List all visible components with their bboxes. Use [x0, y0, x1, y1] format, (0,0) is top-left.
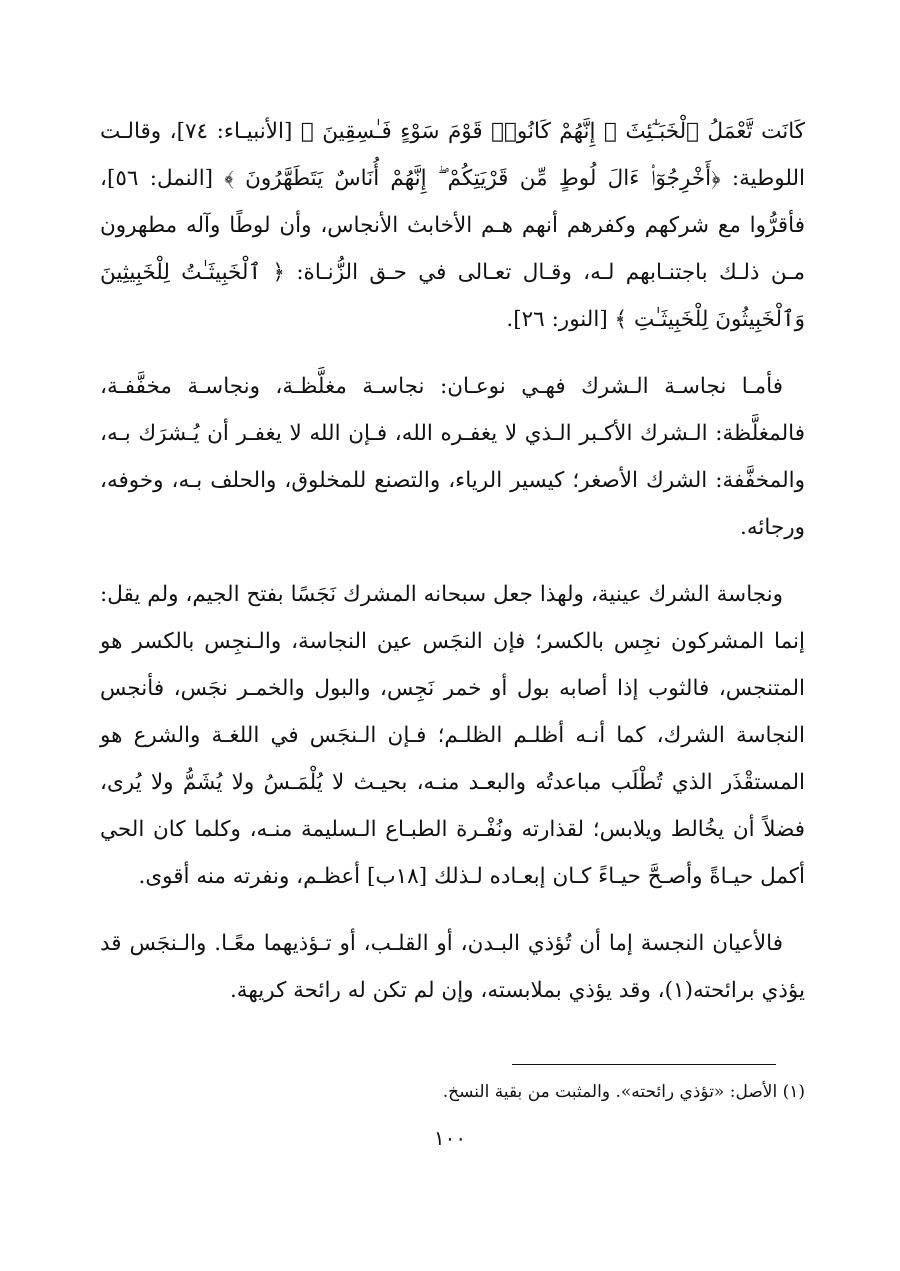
paragraph-3: ونجاسة الشرك عينية، ولهذا جعل سبحانه المشرك نَجَسًا بفتح الجيم، ولم يقل: إنما المشركون نجِس بالكسر؛ فإن النجَس عين النجاسة، والـنجِس بالكسر هو المتنجس، فالثوب إذا أصابه بول أو خمر نَجِس، والبول والخمـر نجَس، فأنجس النجاسة الشرك، كما أنـه أظلـم الظلـم؛ فـإن الـنجَس في اللغـة والشرع هو المستقْذَر الذي تُطْلَب مباعدتُه والبعـد منـه، بحيـث لا يُلْمَـسُ ولا يُشَمُّ ولا يُرى، فضلاً أن يخُالط ويلابس؛ لقذارته ونُفْـرة الطبـاع الـسليمة منـه، وكلما كان الحي أكمل حيـاةً وأصـحَّ حيـاءً كـان إبعـاده لـذلك [١٨ب] أعظـم، ونفرته منه أقوى. [100, 582, 805, 889]
paragraph-1: كَانَت تَّعْمَلُ ٱلْخَبَـٰٓئِثَ ۚ إِنَّهُمْ كَانُوا۟ قَوْمَ سَوْءٍ فَـٰسِقِينَ ﴾ [الأنبيـاء: ٧٤]، وقالـت اللوطية: ﴿أَخْرِجُوٓا۟ ءَالَ لُوطٍ مِّن قَرْيَتِكُمْ ۖ إِنَّهُمْ أُنَاسٌ يَتَطَهَّرُونَ ﴾ [النمل: ٥٦]، فأقرُّوا مع شركهم وكفرهم أنهم هـم الأخابث الأنجاس، وأن لوطًا وآله مطهرون مـن ذلـك باجتنـابهم لـه، وقـال تعـالى في حـق الزُّنـاة: ﴿ ٱلْخَبِيثَـٰتُ لِلْخَبِيثِينَ وَٱلْخَبِيثُونَ لِلْخَبِيثَـٰتِ ﴾ [النور: ٢٦]. [100, 119, 805, 332]
footnote: (١) الأصل: «تؤذي رائحته». والمثبت من بقية النسخ. [442, 1082, 805, 1102]
page-number: ١٠٠ [433, 1126, 467, 1150]
paragraph-4: فالأعيان النجسة إما أن تُؤذي البـدن، أو القلـب، أو تـؤذيهما معًـا. والـنجَس قد يؤذي برائحته(١)، وقد يؤذي بملابسته، وإن لم تكن له رائحة كريهة. [100, 931, 805, 1003]
page-body [100, 108, 805, 1034]
footnote-divider [512, 1064, 776, 1065]
paragraph-2: فأمـا نجاسـة الـشرك فهـي نوعـان: نجاسـة مغلَّظـة، ونجاسـة مخفَّفـة، فالمغلَّظة: الـشرك الأكـبر الـذي لا يغفـره الله، فـإن الله لا يغفـر أن يُـشرَك بـه، والمخفَّفة: الشرك الأصغر؛ كيسير الرياء، والتصنع للمخلوق، والحلف بـه، وخوفه، ورجائه. [100, 374, 805, 540]
